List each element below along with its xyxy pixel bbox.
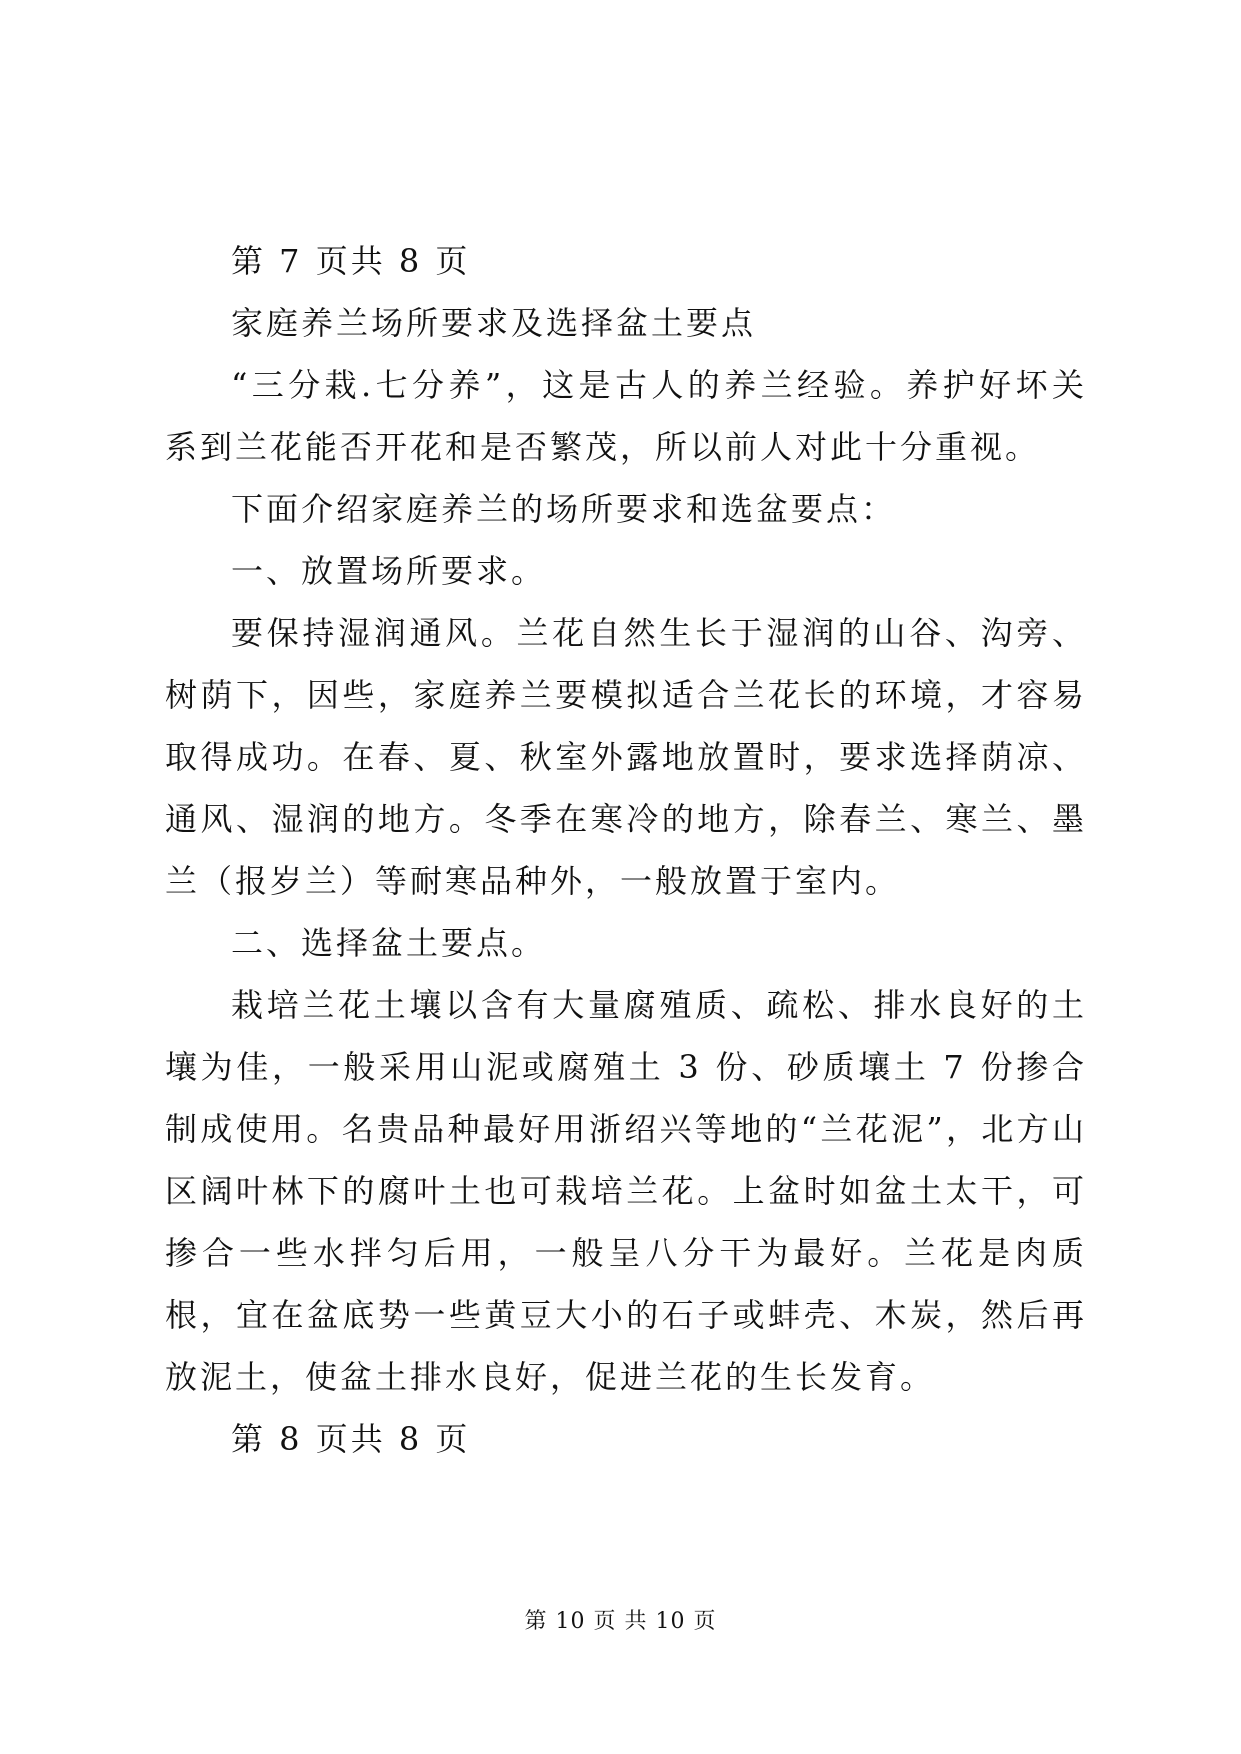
placement-paragraph: 要保持湿润通风。兰花自然生长于湿润的山谷、沟旁、树荫下，因些，家庭养兰要模拟适合兰花长的环境，才容易取得成功。在春、夏、秋室外露地放置时，要求选择荫凉、通风、湿润的地方。冬季在寒冷的地方，除春兰、寒兰、墨兰（报岁兰）等耐寒品种外，一般放置于室内。 — [165, 614, 1087, 900]
page-footer: 第 10 页 共 10 页 — [524, 1609, 717, 1634]
document-body — [165, 230, 1087, 1470]
inline-page-marker-bottom: 第 8 页共 8 页 — [231, 1420, 471, 1458]
soil-paragraph: 栽培兰花土壤以含有大量腐殖质、疏松、排水良好的土壤为佳，一般采用山泥或腐殖土 3 份、砂质壤土 7 份掺合制成使用。名贵品种最好用浙绍兴等地的“兰花泥”，北方山区阔叶林下的腐叶土也可栽培兰花。上盆时如盆土太干，可掺合一些水拌匀后用，一般呈八分干为最好。兰花是肉质根，宜在盆底势一些黄豆大小的石子或蚌壳、木炭，然后再放泥土，使盆土排水良好，促进兰花的生长发育。 — [165, 986, 1087, 1396]
article-title: 家庭养兰场所要求及选择盆土要点 — [231, 304, 757, 342]
section-heading-soil: 二、选择盆土要点。 — [231, 924, 547, 962]
inline-page-marker-top: 第 7 页共 8 页 — [231, 242, 471, 280]
intro-paragraph: “三分栽.七分养”，这是古人的养兰经验。养护好坏关系到兰花能否开花和是否繁茂，所以前人对此十分重视。 — [165, 366, 1087, 466]
overview-paragraph: 下面介绍家庭养兰的场所要求和选盆要点： — [231, 490, 897, 528]
section-heading-placement: 一、放置场所要求。 — [231, 552, 547, 590]
